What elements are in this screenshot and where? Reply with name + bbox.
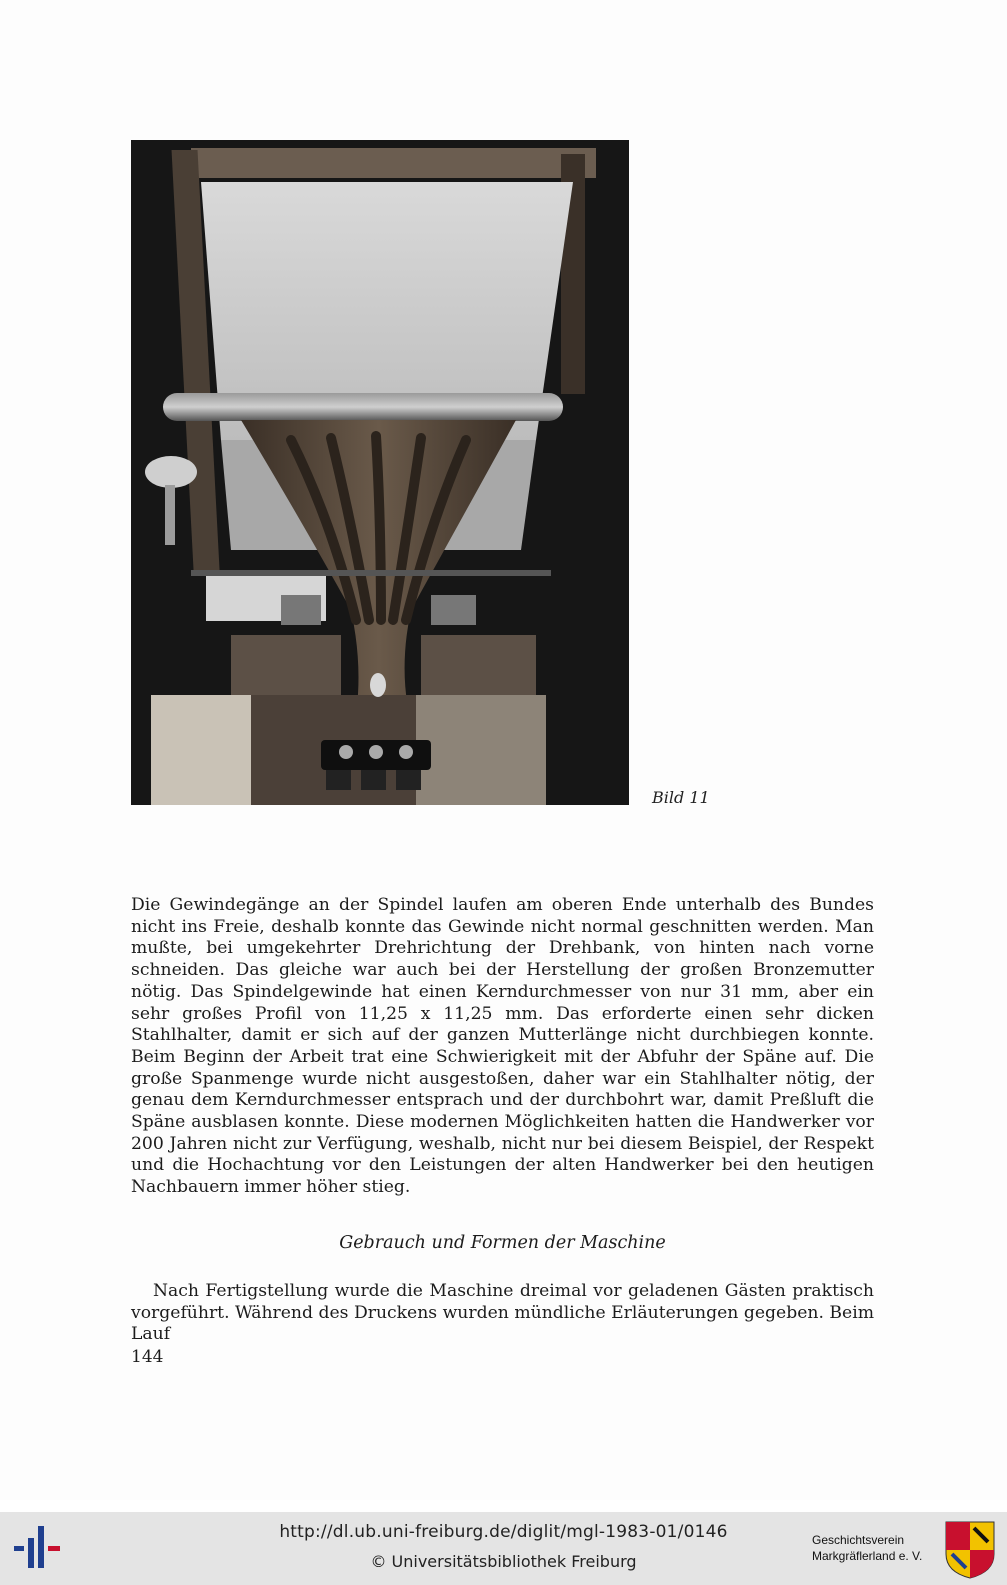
organization-name-line-1: Geschichtsverein bbox=[812, 1533, 905, 1547]
coat-of-arms-icon bbox=[944, 1520, 996, 1580]
viewer-footer bbox=[0, 1512, 1007, 1585]
copyright-text: © Universitätsbibliothek Freiburg bbox=[370, 1552, 637, 1571]
organization-name bbox=[812, 1532, 922, 1564]
figure-photo-press bbox=[131, 140, 629, 805]
document-url-link[interactable]: http://dl.ub.uni-freiburg.de/diglit/mgl-1983-01/0146 bbox=[279, 1522, 728, 1542]
organization-name-line-2: Markgräflerland e. V. bbox=[812, 1549, 923, 1563]
body-paragraph-1: Die Gewindegänge an der Spindel laufen am oberen Ende unterhalb des Bundes nicht ins Freie, deshalb konnte das Gewinde nicht normal geschnitten werden. Man mußte, bei umgekehrter Drehrichtung der Drehbank, von hinten nach vorne schneiden. Das gleiche war auch bei der Herstellung der großen Bronzemutter nötig. Das Spindelgewinde hat einen Kerndurchmesser von nur 31 mm, aber ein sehr großes Profil von 11,25 x 11,25 mm. Das erforderte einen sehr dicken Stahlhalter, damit er sich auf der ganzen Mutterlänge nicht durchbiegen konnte. Beim Beginn der Arbeit trat eine Schwierigkeit mit der Abfuhr der Späne auf. Die große Spanmenge wurde nicht ausgestoßen, daher war ein Stahlhalter nötig, der genau dem Kerndurchmesser entsprach und der durchbohrt war, damit Preßluft die Späne ausblasen konnte. Diese modernen Möglichkeiten hatten die Handwerker vor 200 Jahren nicht zur Verfügung, weshalb, nicht nur bei diesem Beispiel, der Respekt und die Hochachtung vor den Leistungen der alten Handwerker bei den heutigen Nachbauern immer höher stieg. bbox=[131, 895, 874, 1198]
body-paragraph-2: Nach Fertigstellung wurde die Maschine dreimal vor geladenen Gästen praktisch vorgeführt. Während des Druckens wurden mündliche Erläuterungen gegeben. Beim Lauf bbox=[131, 1281, 874, 1345]
page-number: 144 bbox=[131, 1347, 164, 1367]
figure-caption: Bild 11 bbox=[652, 788, 710, 807]
section-heading: Gebrauch und Formen der Maschine bbox=[339, 1233, 666, 1253]
